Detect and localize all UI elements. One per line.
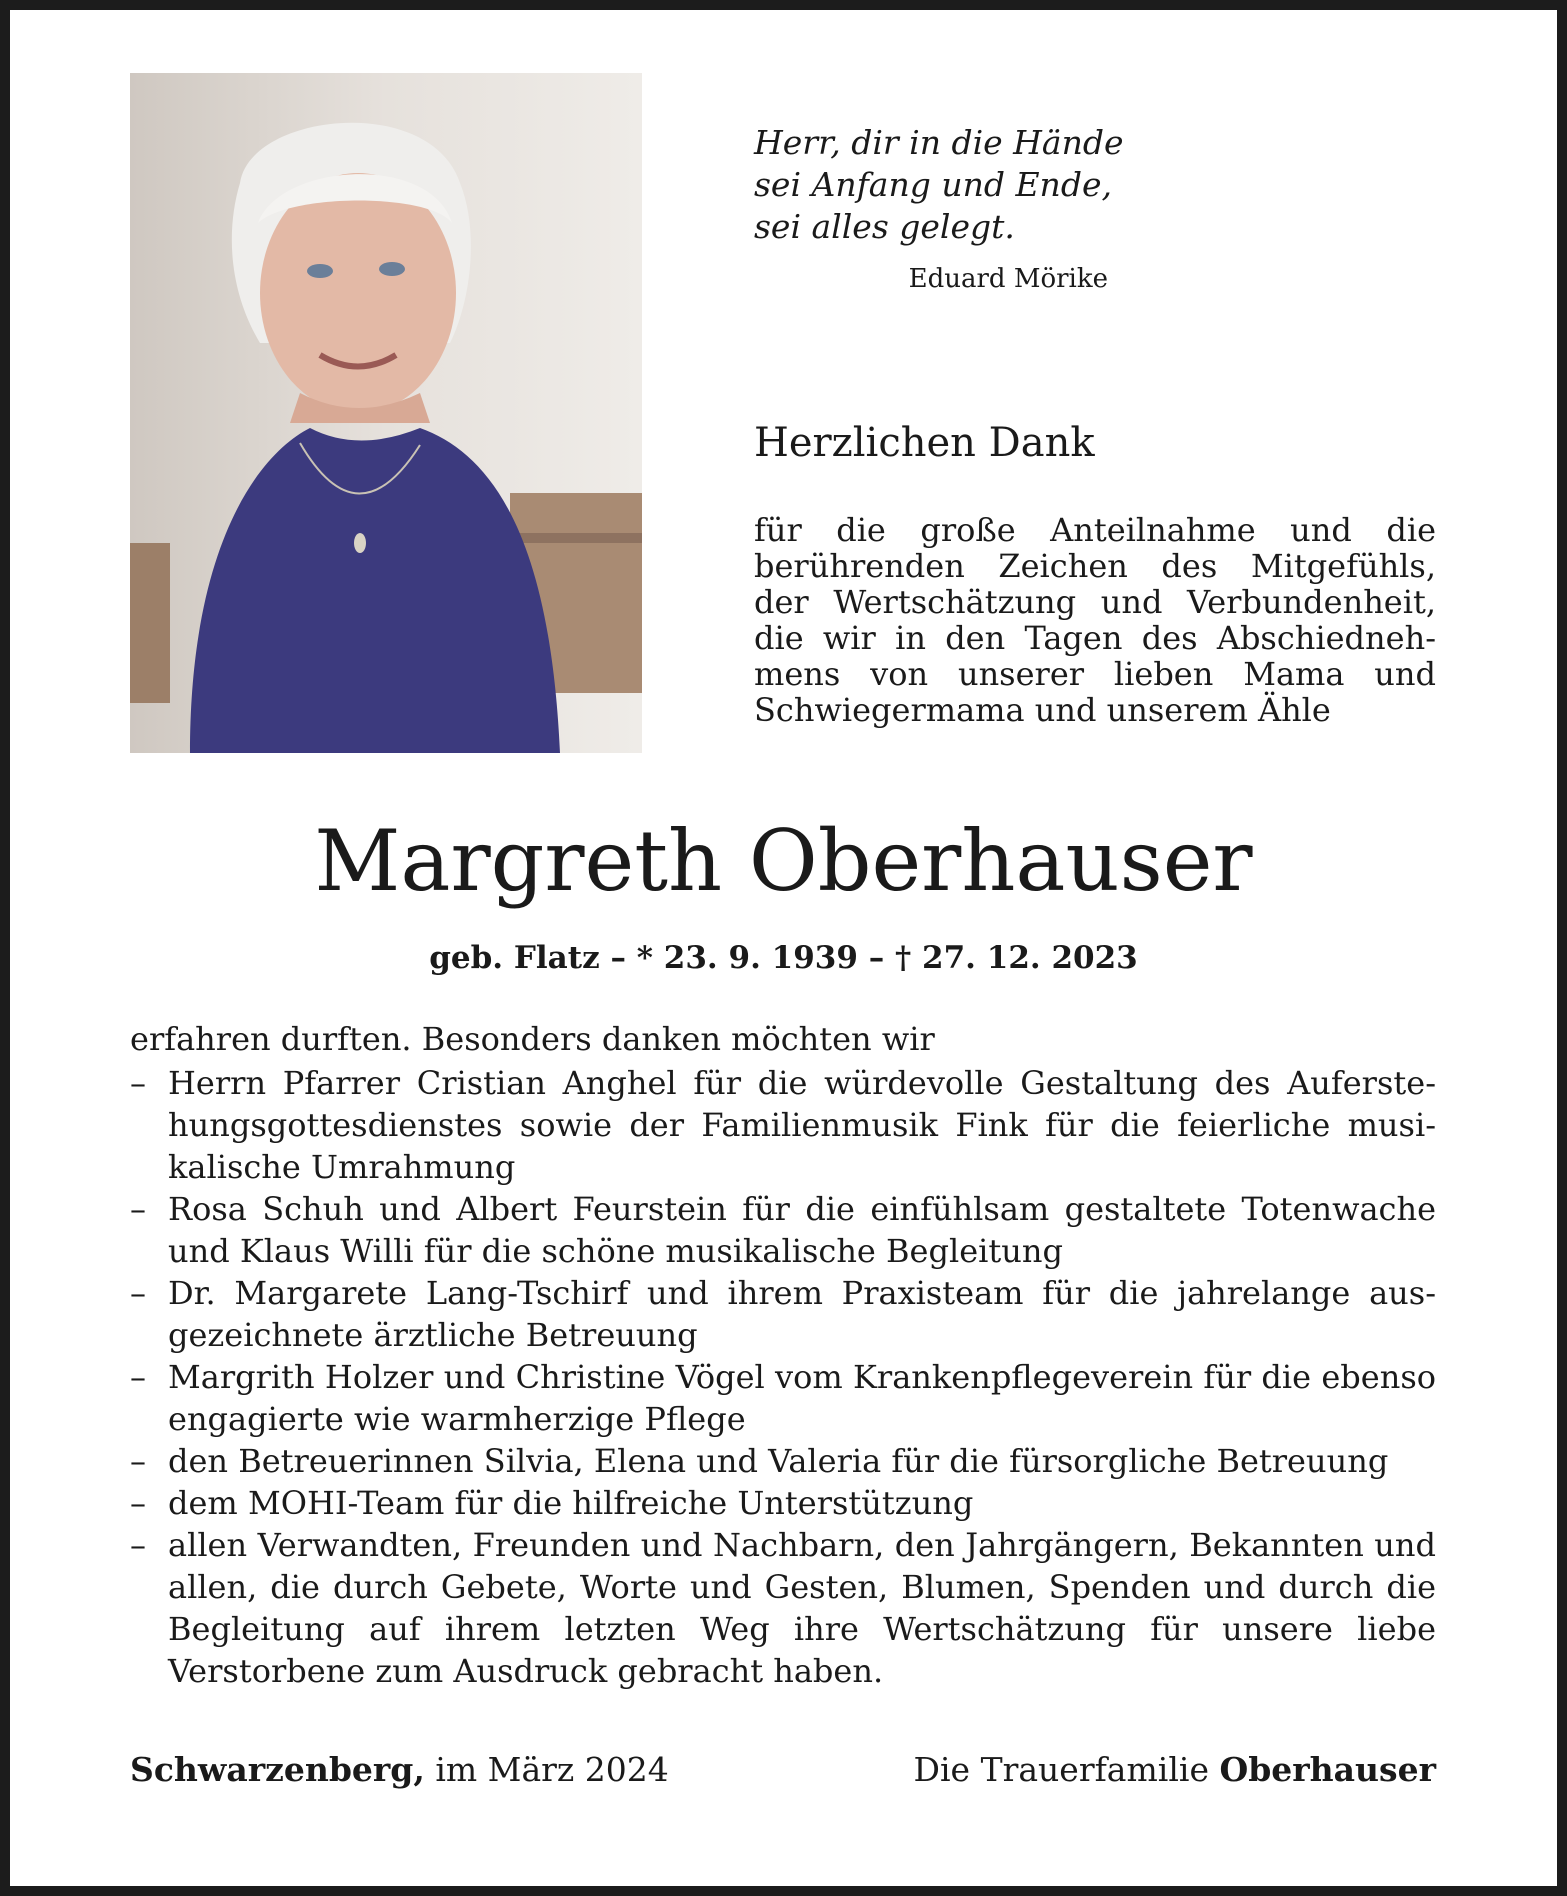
thanks-line: Schwiegermama und unserem Ähle: [754, 691, 1331, 729]
list-item-text: Margrith Holzer und Christine Vögel vom Krankenpflegeverein für die ebenso engagierte wie warmherzige Pflege: [168, 1358, 1436, 1438]
list-item: [130, 1062, 1436, 1188]
list-item: [130, 1188, 1436, 1272]
dash-bullet: –: [130, 1442, 146, 1480]
dash-bullet: –: [130, 1358, 146, 1396]
list-item: [130, 1272, 1436, 1356]
list-item: [130, 1356, 1436, 1440]
thanks-text: [754, 512, 1436, 728]
deceased-name: Margreth Oberhauser: [314, 812, 1253, 910]
list-item-text: Dr. Margarete Lang-Tschirf und ihrem Praxisteam für die jahrelange aus-gezeichnete ärztliche Betreuung: [168, 1274, 1436, 1354]
list-item-text: allen Verwandten, Freunden und Nachbarn, den Jahrgängern, Bekannten und allen, die durch Gebete, Worte und Gesten, Blumen, Spenden und durch die Begleitung auf ihrem letzten Weg ihre Wertschätzung für unsere liebe Verstorbene zum Ausdruck gebracht haben.: [168, 1526, 1436, 1690]
thanks-line: für die große Anteilnahme und die: [754, 511, 1436, 549]
date-text: im März 2024: [435, 1750, 669, 1789]
list-item: [130, 1482, 1436, 1524]
family-name: Oberhauser: [1219, 1750, 1436, 1789]
dash-bullet: –: [130, 1526, 146, 1564]
portrait-photo: [130, 73, 642, 753]
list-item: [130, 1524, 1436, 1692]
quote-author: Eduard Mörike: [908, 264, 1108, 294]
thanks-line: die wir in den Tagen des Abschiedneh-: [754, 619, 1436, 657]
thanks-heading: Herzlichen Dank: [754, 420, 1095, 466]
list-item-text: dem MOHI-Team für die hilfreiche Unterstützung: [168, 1484, 974, 1522]
thanks-line: der Wertschätzung und Verbundenheit,: [754, 583, 1436, 621]
deceased-dates: geb. Flatz – * 23. 9. 1939 – † 27. 12. 2023: [429, 940, 1138, 976]
quote-line: sei Anfang und Ende,: [754, 165, 1112, 204]
dash-bullet: –: [130, 1274, 146, 1312]
place-name: Schwarzenberg,: [130, 1750, 425, 1789]
thanks-line: berührenden Zeichen des Mitgefühls,: [754, 547, 1436, 585]
signature-family: [914, 1750, 1436, 1789]
quote-line: Herr, dir in die Hände: [754, 123, 1124, 162]
body-intro: erfahren durften. Besonders danken möchten wir: [130, 1020, 935, 1058]
thanks-list: [130, 1062, 1436, 1692]
dash-bullet: –: [130, 1484, 146, 1522]
family-prefix: Die Trauerfamilie: [913, 1750, 1209, 1789]
place-date: [130, 1750, 669, 1789]
list-item: [130, 1440, 1436, 1482]
list-item-text: Herrn Pfarrer Cristian Anghel für die würdevolle Gestaltung des Auferste-hungsgottesdienstes sowie der Familienmusik Fink für die feierliche musi-kalische Umrahmung: [168, 1064, 1436, 1186]
list-item-text: den Betreuerinnen Silvia, Elena und Valeria für die fürsorgliche Betreuung: [168, 1442, 1389, 1480]
quote-line: sei alles gelegt.: [754, 207, 1015, 246]
quote-verse: [754, 122, 1174, 248]
dash-bullet: –: [130, 1190, 146, 1228]
dash-bullet: –: [130, 1064, 146, 1102]
thanks-line: mens von unserer lieben Mama und: [754, 655, 1436, 693]
list-item-text: Rosa Schuh und Albert Feurstein für die einfühlsam gestaltete Totenwache und Klaus Willi für die schöne musikalische Begleitung: [168, 1190, 1436, 1270]
